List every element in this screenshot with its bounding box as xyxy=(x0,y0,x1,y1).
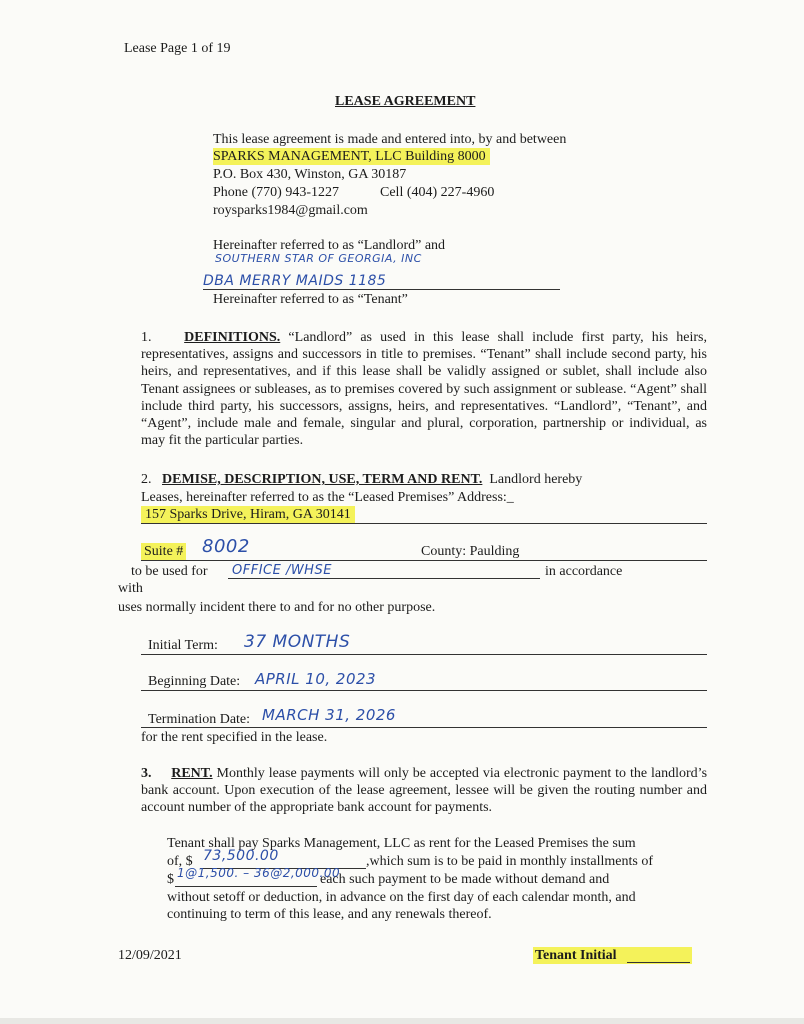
landlord-address: P.O. Box 430, Winston, GA 30187 xyxy=(213,167,407,182)
installment-handwritten: 1@1,500. – 36@2,000.00 xyxy=(177,866,341,880)
intro-line: This lease agreement is made and entered into, by and between xyxy=(213,132,567,147)
initial-term-line xyxy=(141,654,707,655)
rent-line-4: without setoff or deduction, in advance on the first day of each calendar month, and xyxy=(167,890,636,905)
installment-line xyxy=(175,886,317,887)
landlord-name: SPARKS MANAGEMENT, LLC Building 8000 xyxy=(213,148,490,165)
section-rent xyxy=(141,765,707,817)
scan-edge xyxy=(0,1018,804,1024)
section-text: “Landlord” as used in this lease shall include first party, his heirs, representatives, assigns and successors in title to premises. “Tenant” shall include second party, his heirs, and representatives, and if this lease shall be validly assigned or sublet, shall include also Tenant assignees or subleases, as to premises covered by such assignment or sublease. “Agent” shall include third party, his successors, assigns, heirs, and representatives. “Landlord”, “Tenant”, and “Agent”, include male and female, singular and plural, corporation, partnership or individual, as may fit the particular parties. xyxy=(141,330,708,449)
tenant-reference: Hereinafter referred to as “Tenant” xyxy=(213,292,408,307)
rent-sum-of-label: of, $ xyxy=(167,854,193,869)
rent-sum-handwritten: 73,500.00 xyxy=(203,848,279,864)
rent-which-text: ,which sum is to be paid in monthly installments of xyxy=(366,854,653,869)
beginning-date-line xyxy=(141,690,707,691)
section-text: Landlord hereby xyxy=(489,472,583,487)
leases-line: Leases, hereinafter referred to as the “Leased Premises” Address:_ xyxy=(141,490,514,505)
rent-line-1: Tenant shall pay Sparks Management, LLC as rent for the Leased Premises the sum xyxy=(167,836,636,851)
landlord-email: roysparks1984@gmail.com xyxy=(213,203,368,218)
address-line xyxy=(141,523,707,524)
installment-dollar: $ xyxy=(167,872,174,887)
section-number: 3. xyxy=(141,766,152,781)
page-number: Lease Page 1 of 19 xyxy=(124,41,231,56)
tenant-initial-label: Tenant Initial xyxy=(535,948,617,963)
section-definitions xyxy=(141,329,707,449)
page-title: LEASE AGREEMENT xyxy=(335,94,476,109)
tenant-name-line xyxy=(203,289,560,290)
accordance-label: in accordance xyxy=(545,564,623,579)
termination-date-handwritten: MARCH 31, 2026 xyxy=(262,706,396,724)
tenant-initial-line xyxy=(627,962,690,963)
uses-line: uses normally incident there to and for no other purpose. xyxy=(118,600,436,615)
with-label: with xyxy=(118,581,143,596)
installment-each-text: each such payment to be made without demand and xyxy=(320,872,610,887)
landlord-phone: Phone (770) 943-1227 xyxy=(213,185,339,200)
used-for-label: to be used for xyxy=(131,564,208,579)
rent-line-5: continuing to term of this lease, and any renewals thereof. xyxy=(167,907,492,922)
rent-specified-line: for the rent specified in the lease. xyxy=(141,730,328,745)
suite-label: Suite # xyxy=(141,543,186,560)
beginning-date-handwritten: APRIL 10, 2023 xyxy=(255,670,377,688)
suite-line xyxy=(141,560,707,561)
use-line xyxy=(228,578,540,579)
county: County: Paulding xyxy=(421,544,520,559)
section-number: 2. xyxy=(141,472,152,487)
section-heading: DEMISE, DESCRIPTION, USE, TERM AND RENT. xyxy=(162,472,483,487)
use-handwritten: OFFICE /WHSE xyxy=(232,563,332,578)
section-number: 1. xyxy=(141,330,152,345)
tenant-dba-handwritten: DBA MERRY MAIDS 1185 xyxy=(203,273,387,289)
beginning-date-label: Beginning Date: xyxy=(148,674,241,689)
termination-date-line xyxy=(141,727,707,728)
initial-term-handwritten: 37 MONTHS xyxy=(244,632,351,652)
suite-number-handwritten: 8002 xyxy=(202,536,250,557)
section-text: Monthly lease payments will only be accepted via electronic payment to the landlord’s bank account. Upon execution of the lease agreement, lessee will be given the routing number and account number of the appropriate bank account for payments. xyxy=(141,766,708,816)
section-heading: RENT. xyxy=(171,766,213,781)
landlord-reference: Hereinafter referred to as “Landlord” and xyxy=(213,238,446,253)
landlord-cell: Cell (404) 227-4960 xyxy=(380,185,495,200)
section-demise-heading-line xyxy=(141,471,582,488)
section-heading: DEFINITIONS. xyxy=(184,330,281,345)
initial-term-label: Initial Term: xyxy=(148,638,218,653)
tenant-name-handwritten: SOUTHERN STAR OF GEORGIA, INC xyxy=(215,252,422,265)
premises-address: 157 Sparks Drive, Hiram, GA 30141 xyxy=(141,506,355,523)
termination-date-label: Termination Date: xyxy=(148,712,251,727)
footer-date: 12/09/2021 xyxy=(118,948,182,963)
